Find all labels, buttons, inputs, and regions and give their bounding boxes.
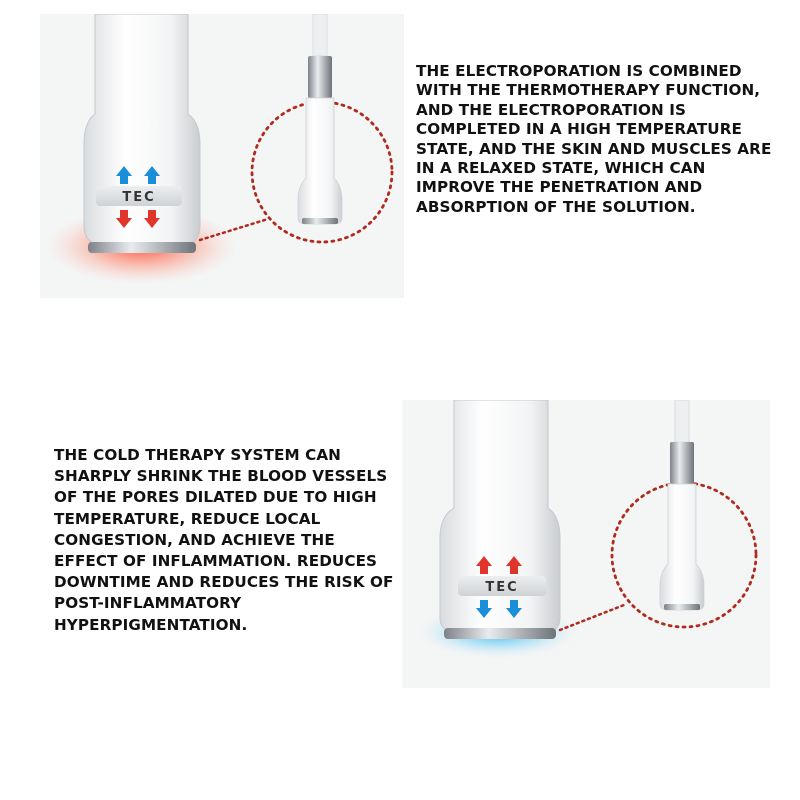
applicator-wand bbox=[298, 14, 342, 224]
cold-therapy-device-image bbox=[402, 400, 770, 688]
device-illustration bbox=[40, 14, 404, 298]
device-illustration bbox=[402, 400, 770, 688]
device-metal-tip bbox=[88, 242, 196, 253]
thermotherapy-description: THE ELECTROPORATION IS COMBINED WITH THE THERMOTHERAPY FUNCTION, AND THE ELECTROPORATION IS COMPLETED IN A HIGH TEMPERATURE STATE, AND THE SKIN AND MUSCLES ARE IN A RELAXED STATE, WHICH CAN IMPROVE THE PENETRATION AND ABSORPTION OF THE SOLUTION. bbox=[416, 62, 772, 216]
device-body bbox=[440, 400, 560, 634]
applicator-wand bbox=[660, 400, 704, 610]
device-metal-tip bbox=[444, 628, 556, 639]
thermotherapy-device-image bbox=[40, 14, 404, 298]
tec-badge-label: TEC bbox=[485, 580, 519, 595]
device-body bbox=[84, 14, 200, 246]
tec-badge-label: TEC bbox=[122, 190, 156, 205]
cold-therapy-description: THE COLD THERAPY SYSTEM CAN SHARPLY SHRINK THE BLOOD VESSELS OF THE PORES DILATED DUE TO HIGH TEMPERATURE, REDUCE LOCAL CONGESTION, AND ACHIEVE THE EFFECT OF INFLAMMATION. REDUCES DOWNTIME AND REDUCES THE RISK OF POST-INFLAMMATORY HYPERPIGMENTATION. bbox=[54, 446, 394, 634]
